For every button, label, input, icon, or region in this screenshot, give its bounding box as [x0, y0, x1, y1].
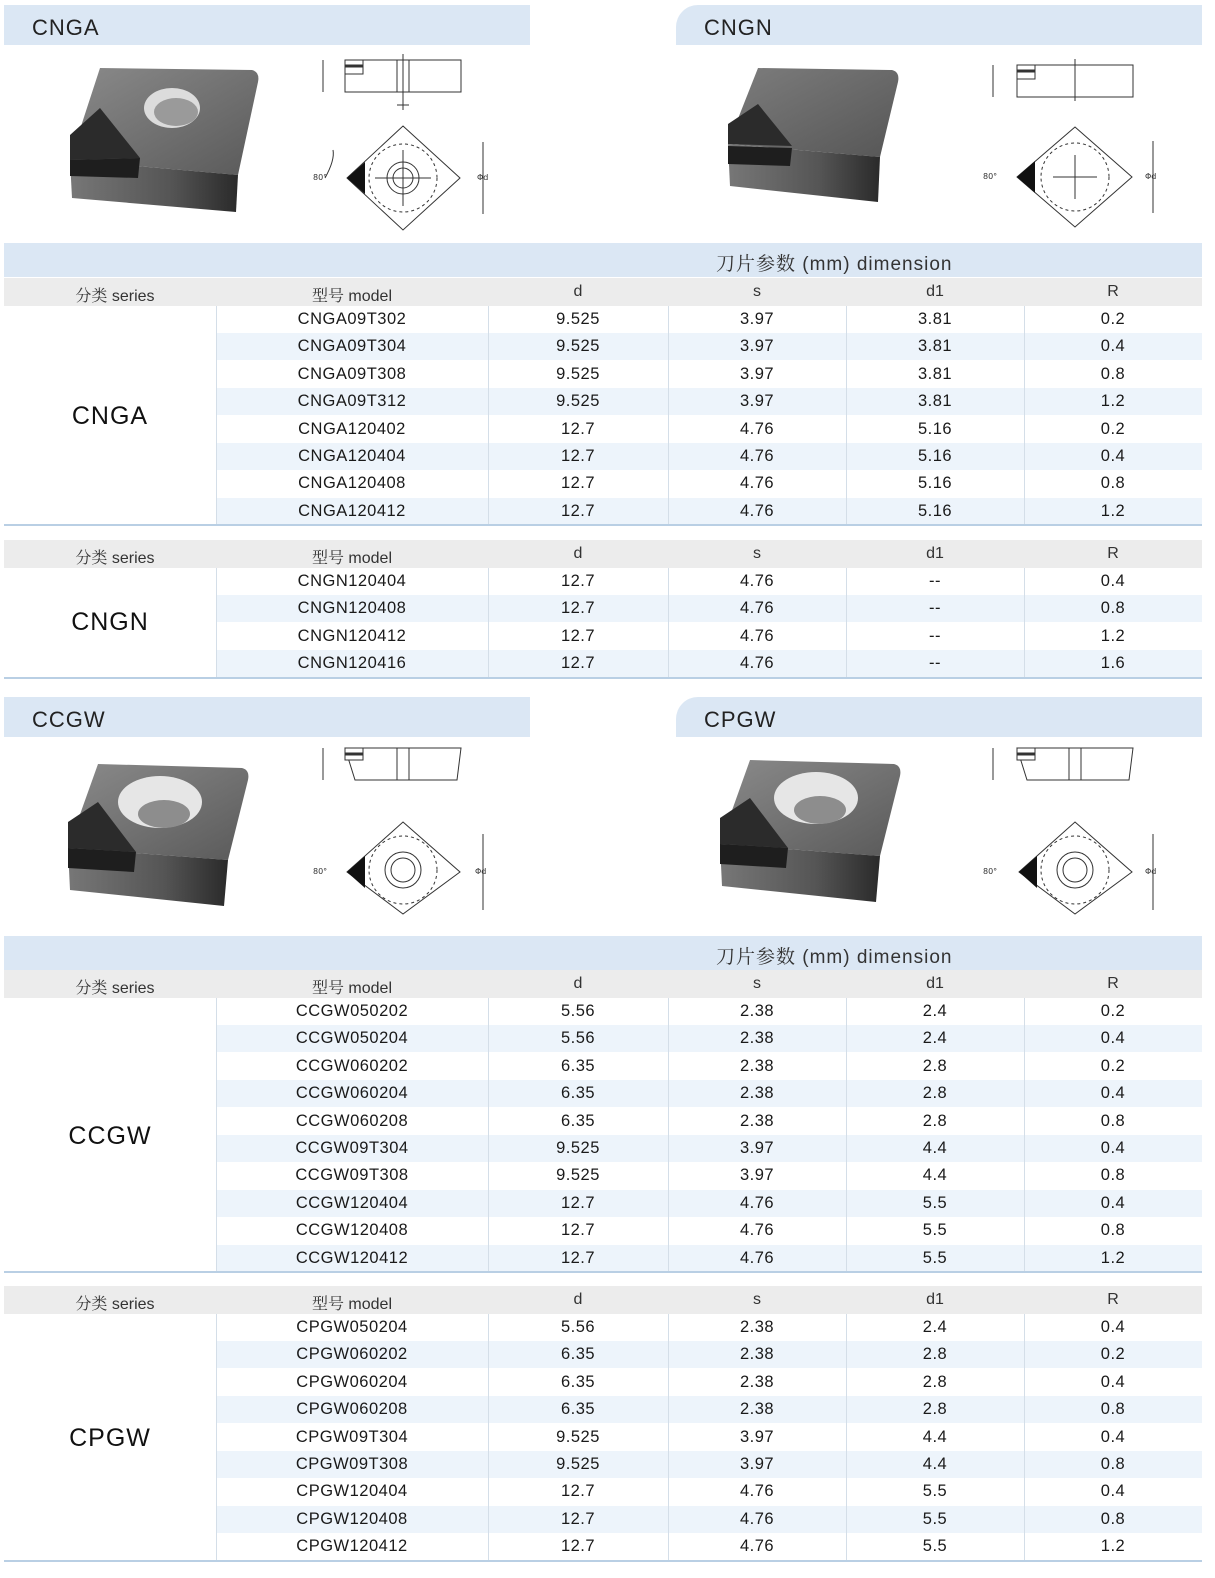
ccgw-insert-image [60, 760, 255, 910]
cell-d1: 5.5 [922, 1193, 948, 1212]
cell-d1: 5.5 [922, 1221, 948, 1240]
header-d1: d1 [926, 545, 944, 562]
header-d1: d1 [926, 1291, 944, 1308]
cell-d1: 3.81 [917, 337, 953, 356]
cpgw-dimension-drawing [975, 742, 1155, 917]
cell-model: CPGW120404 [296, 1482, 408, 1501]
cell-r: 1.2 [1100, 392, 1126, 411]
cngn-insert-image [720, 62, 905, 207]
table-row [216, 1369, 1202, 1396]
table-row [216, 1025, 1202, 1052]
column-divider [668, 306, 669, 525]
table-row [216, 1396, 1202, 1423]
table-row [216, 361, 1202, 388]
header-d1: d1 [926, 283, 944, 300]
cell-d1: 4.4 [922, 1427, 948, 1446]
cell-d1: -- [929, 654, 941, 673]
column-divider [216, 998, 217, 1272]
cell-d: 12.7 [560, 1248, 596, 1267]
column-divider [846, 998, 847, 1272]
cell-s: 4.76 [739, 419, 775, 438]
header-series: 分类 series [75, 288, 155, 305]
table-cngn [4, 568, 1202, 677]
cell-model: CCGW050204 [295, 1029, 409, 1048]
cell-d1: 5.16 [917, 474, 953, 493]
cell-s: 4.76 [739, 1537, 775, 1556]
table-row [216, 333, 1202, 360]
cell-d: 12.7 [560, 1537, 596, 1556]
header-d: d [573, 283, 583, 300]
cell-s: 3.97 [739, 364, 775, 383]
cell-d: 12.7 [560, 1193, 596, 1212]
cell-d: 6.35 [560, 1400, 596, 1419]
series-label: CNGN [71, 608, 149, 636]
header-d: d [573, 545, 583, 562]
table-header [4, 540, 1202, 568]
series-label: CPGW [69, 1424, 151, 1452]
cell-model: CCGW050202 [295, 1002, 409, 1020]
cell-model: CNGN120408 [297, 599, 407, 618]
table-row [216, 1080, 1202, 1107]
column-divider [846, 568, 847, 678]
cell-d: 9.525 [556, 1427, 600, 1446]
cell-s: 2.38 [739, 1084, 775, 1103]
header-d: d [573, 975, 583, 992]
cell-r: 0.2 [1100, 1002, 1126, 1020]
cpgw-insert-image [712, 756, 907, 906]
cell-r: 0.8 [1100, 1400, 1126, 1419]
cell-s: 4.76 [739, 626, 775, 645]
table-row [216, 443, 1202, 470]
table-row [216, 1424, 1202, 1451]
cell-model: CPGW120408 [296, 1509, 408, 1528]
cell-d1: 2.8 [922, 1345, 948, 1364]
cell-model: CNGA09T302 [297, 310, 407, 328]
cell-r: 0.4 [1100, 1029, 1126, 1048]
cell-r: 0.8 [1100, 1509, 1126, 1528]
cell-model: CCGW09T304 [295, 1139, 409, 1157]
table-row [216, 1341, 1202, 1368]
cell-s: 4.76 [739, 1509, 775, 1528]
tab-cngn [676, 5, 1202, 45]
tab-cnga [4, 5, 530, 45]
cell-r: 0.2 [1100, 1056, 1126, 1075]
cell-d: 5.56 [560, 1002, 596, 1020]
cell-s: 4.76 [739, 1482, 775, 1501]
column-divider [668, 998, 669, 1272]
cell-r: 1.6 [1100, 654, 1126, 673]
tab-cpgw [676, 697, 1202, 737]
svg-text:80°: 80° [983, 172, 998, 181]
table-header [4, 1286, 1202, 1314]
table-row [216, 1135, 1202, 1162]
cell-r: 0.4 [1100, 337, 1126, 356]
cell-d1: 2.4 [922, 1029, 948, 1048]
cell-d: 12.7 [560, 501, 596, 520]
cell-s: 2.38 [739, 1400, 775, 1419]
cell-d1: 5.5 [922, 1509, 948, 1528]
table-cpgw [4, 1314, 1202, 1560]
cell-r: 0.8 [1100, 1455, 1126, 1473]
header-d: d [573, 1291, 583, 1308]
cell-d: 6.35 [560, 1084, 596, 1103]
cell-d: 9.525 [556, 392, 600, 411]
cell-r: 0.4 [1100, 1139, 1126, 1157]
cell-d: 12.7 [560, 1221, 596, 1240]
cell-d: 9.525 [556, 337, 600, 356]
cnga-insert-image [60, 60, 265, 220]
cell-model: CPGW050204 [296, 1318, 408, 1336]
cell-s: 2.38 [739, 1111, 775, 1130]
svg-text:Φd: Φd [1145, 172, 1157, 181]
cell-d: 9.525 [556, 1166, 600, 1185]
svg-text:Φd: Φd [1145, 867, 1157, 876]
header-series: 分类 series [75, 980, 155, 997]
cell-r: 0.8 [1100, 1221, 1126, 1240]
cell-model: CNGN120412 [297, 626, 407, 645]
cell-r: 0.8 [1100, 364, 1126, 383]
table-row [216, 1314, 1202, 1341]
cell-d: 9.525 [556, 364, 600, 383]
table-row [216, 306, 1202, 333]
cell-r: 0.2 [1100, 419, 1126, 438]
cell-model: CPGW09T304 [295, 1427, 409, 1446]
table-row [216, 1108, 1202, 1135]
cell-d: 6.35 [560, 1372, 596, 1391]
cell-s: 4.76 [739, 1248, 775, 1267]
cell-s: 2.38 [739, 1318, 775, 1336]
cell-d: 12.7 [560, 447, 596, 465]
dimension-bar-bottom [4, 936, 1202, 970]
dimension-label: 刀片参数 (mm) dimension [716, 947, 953, 968]
cell-model: CPGW060204 [296, 1372, 408, 1391]
cell-d: 12.7 [560, 419, 596, 438]
cell-s: 2.38 [739, 1002, 775, 1020]
column-divider [1024, 568, 1025, 678]
cell-d1: 2.4 [922, 1318, 948, 1336]
table-header [4, 278, 1202, 306]
cell-model: CCGW060204 [295, 1084, 409, 1103]
cell-model: CCGW09T308 [295, 1166, 409, 1185]
cell-d1: 5.5 [922, 1537, 948, 1556]
cell-r: 1.2 [1100, 1248, 1126, 1267]
column-divider [668, 568, 669, 678]
table-row [216, 1533, 1202, 1560]
cell-r: 0.8 [1100, 474, 1126, 493]
header-r: R [1107, 283, 1119, 300]
cell-model: CCGW060208 [295, 1111, 409, 1130]
header-model: 型号 model [311, 288, 393, 305]
header-s: s [753, 545, 761, 562]
cell-d1: 4.4 [922, 1139, 948, 1157]
cngn-dimension-drawing [975, 55, 1155, 240]
cell-d1: 3.81 [917, 392, 953, 411]
cell-s: 3.97 [739, 1427, 775, 1446]
cell-model: CPGW120412 [296, 1537, 408, 1556]
table-row [216, 568, 1202, 595]
cell-s: 4.76 [739, 447, 775, 465]
cell-s: 2.38 [739, 1029, 775, 1048]
column-divider [216, 568, 217, 678]
cnga-dimension-drawing [305, 50, 489, 240]
dimension-label: 刀片参数 (mm) dimension [716, 254, 953, 275]
table-row [216, 595, 1202, 622]
cell-model: CPGW060202 [296, 1345, 408, 1364]
cell-d1: 4.4 [922, 1455, 948, 1473]
cell-d1: 2.8 [922, 1111, 948, 1130]
column-divider [488, 1314, 489, 1561]
cell-s: 4.76 [739, 1221, 775, 1240]
column-divider [1024, 998, 1025, 1272]
cell-s: 3.97 [739, 337, 775, 356]
column-divider [668, 1314, 669, 1561]
tab-ccgw [4, 697, 530, 737]
cell-d1: 2.8 [922, 1084, 948, 1103]
cell-r: 0.8 [1100, 1166, 1126, 1185]
cell-s: 3.97 [739, 392, 775, 411]
cell-s: 4.76 [739, 599, 775, 618]
table-header [4, 970, 1202, 998]
cell-d: 12.7 [560, 474, 596, 493]
cell-r: 0.4 [1100, 1084, 1126, 1103]
cell-model: CNGN120416 [297, 654, 407, 673]
cell-r: 0.4 [1100, 1372, 1126, 1391]
cell-s: 4.76 [739, 1193, 775, 1212]
cell-s: 3.97 [739, 1166, 775, 1185]
table-ccgw [4, 998, 1202, 1271]
cell-d1: 3.81 [917, 364, 953, 383]
cell-d1: 2.4 [922, 1002, 948, 1020]
cell-s: 4.76 [739, 474, 775, 493]
cell-r: 0.4 [1100, 1427, 1126, 1446]
tab-cngn-label: CNGN [704, 15, 773, 40]
column-divider [846, 306, 847, 525]
cell-r: 0.8 [1100, 599, 1126, 618]
table-row [216, 623, 1202, 650]
cell-s: 4.76 [739, 572, 775, 590]
cell-d: 12.7 [560, 626, 596, 645]
cell-s: 2.38 [739, 1372, 775, 1391]
column-divider [488, 306, 489, 525]
cell-r: 0.4 [1100, 447, 1126, 465]
cell-s: 3.97 [739, 310, 775, 328]
ccgw-dimension-drawing [305, 742, 485, 917]
cell-d: 12.7 [560, 1509, 596, 1528]
cell-model: CPGW060208 [296, 1400, 408, 1419]
header-r: R [1107, 545, 1119, 562]
divider [4, 677, 1202, 679]
tab-ccgw-label: CCGW [32, 707, 106, 732]
cell-model: CNGA120402 [298, 419, 406, 438]
cell-s: 3.97 [739, 1455, 775, 1473]
cell-d1: -- [929, 572, 941, 590]
cell-r: 0.8 [1100, 1111, 1126, 1130]
column-divider [488, 998, 489, 1272]
cell-r: 0.4 [1100, 1193, 1126, 1212]
cell-d1: -- [929, 626, 941, 645]
tab-cnga-label: CNGA [32, 15, 100, 40]
cell-d1: 3.81 [917, 310, 953, 328]
table-row [216, 1190, 1202, 1217]
svg-text:Φd: Φd [475, 867, 487, 876]
table-row [216, 1245, 1202, 1272]
table-row [216, 498, 1202, 525]
table-row [216, 1478, 1202, 1505]
cell-d1: 4.4 [922, 1166, 948, 1185]
header-model: 型号 model [311, 980, 393, 997]
table-cnga [4, 306, 1202, 524]
cell-model: CNGA120408 [298, 474, 406, 493]
svg-text:Φd: Φd [477, 173, 489, 182]
cell-d: 6.35 [560, 1111, 596, 1130]
cell-d: 12.7 [560, 572, 596, 590]
cell-model: CCGW120408 [295, 1221, 409, 1240]
table-row [216, 1053, 1202, 1080]
table-row [216, 1506, 1202, 1533]
cell-model: CCGW120404 [295, 1193, 409, 1212]
table-row [216, 416, 1202, 443]
cell-model: CNGN120404 [297, 572, 407, 590]
cell-d: 9.525 [556, 1139, 600, 1157]
cell-d: 5.56 [560, 1318, 596, 1336]
column-divider [846, 1314, 847, 1561]
cell-r: 0.4 [1100, 572, 1126, 590]
header-r: R [1107, 1291, 1119, 1308]
cell-model: CNGA120412 [298, 501, 406, 520]
cell-d1: 5.5 [922, 1482, 948, 1501]
column-divider [216, 306, 217, 525]
cell-r: 0.4 [1100, 1318, 1126, 1336]
cell-d: 9.525 [556, 1455, 600, 1473]
series-label: CCGW [68, 1122, 152, 1150]
cell-r: 0.2 [1100, 310, 1126, 328]
cell-d1: 5.16 [917, 501, 953, 520]
tab-cpgw-label: CPGW [704, 707, 777, 732]
svg-text:80°: 80° [313, 867, 328, 876]
cell-d1: 2.8 [922, 1056, 948, 1075]
cell-d: 6.35 [560, 1056, 596, 1075]
divider [4, 1271, 1202, 1273]
header-s: s [753, 975, 761, 992]
cell-d: 12.7 [560, 599, 596, 618]
column-divider [488, 568, 489, 678]
table-row [216, 388, 1202, 415]
cell-s: 3.97 [739, 1139, 775, 1157]
cell-s: 4.76 [739, 501, 775, 520]
table-row [216, 1162, 1202, 1189]
svg-text:80°: 80° [983, 867, 998, 876]
header-model: 型号 model [311, 550, 393, 567]
table-row [216, 1217, 1202, 1244]
header-series: 分类 series [75, 550, 155, 567]
cell-s: 2.38 [739, 1056, 775, 1075]
cell-d1: 2.8 [922, 1400, 948, 1419]
column-divider [216, 1314, 217, 1561]
cell-model: CPGW09T308 [295, 1455, 409, 1473]
header-d1: d1 [926, 975, 944, 992]
table-row [216, 998, 1202, 1025]
cell-r: 1.2 [1100, 501, 1126, 520]
cell-d: 6.35 [560, 1345, 596, 1364]
series-label: CNGA [71, 402, 149, 430]
divider [4, 1560, 1202, 1562]
column-divider [1024, 306, 1025, 525]
divider [4, 524, 1202, 526]
cell-d: 5.56 [560, 1029, 596, 1048]
cell-model: CNGA09T304 [297, 337, 407, 356]
header-series: 分类 series [75, 1296, 155, 1313]
cell-r: 0.2 [1100, 1345, 1126, 1364]
table-row [216, 650, 1202, 677]
cell-model: CNGA09T312 [297, 392, 407, 411]
cell-d1: 5.5 [922, 1248, 948, 1267]
header-s: s [753, 1291, 761, 1308]
cell-d1: 5.16 [917, 447, 953, 465]
cell-model: CCGW060202 [295, 1056, 409, 1075]
cell-d1: 5.16 [917, 419, 953, 438]
cell-r: 1.2 [1100, 626, 1126, 645]
cell-d1: 2.8 [922, 1372, 948, 1391]
table-row [216, 470, 1202, 497]
cell-d: 12.7 [560, 654, 596, 673]
cell-r: 0.4 [1100, 1482, 1126, 1501]
cell-model: CNGA09T308 [297, 364, 407, 383]
cell-s: 4.76 [739, 654, 775, 673]
cell-d1: -- [929, 599, 941, 618]
cell-s: 2.38 [739, 1345, 775, 1364]
cell-d: 12.7 [560, 1482, 596, 1501]
header-model: 型号 model [311, 1296, 393, 1313]
cell-r: 1.2 [1100, 1537, 1126, 1556]
svg-text:80°: 80° [313, 173, 328, 182]
table-row [216, 1451, 1202, 1478]
column-divider [1024, 1314, 1025, 1561]
header-s: s [753, 283, 761, 300]
cell-model: CCGW120412 [295, 1248, 409, 1267]
cell-model: CNGA120404 [298, 447, 406, 465]
cell-d: 9.525 [556, 310, 600, 328]
dimension-bar-top [4, 243, 1202, 277]
header-r: R [1107, 975, 1119, 992]
